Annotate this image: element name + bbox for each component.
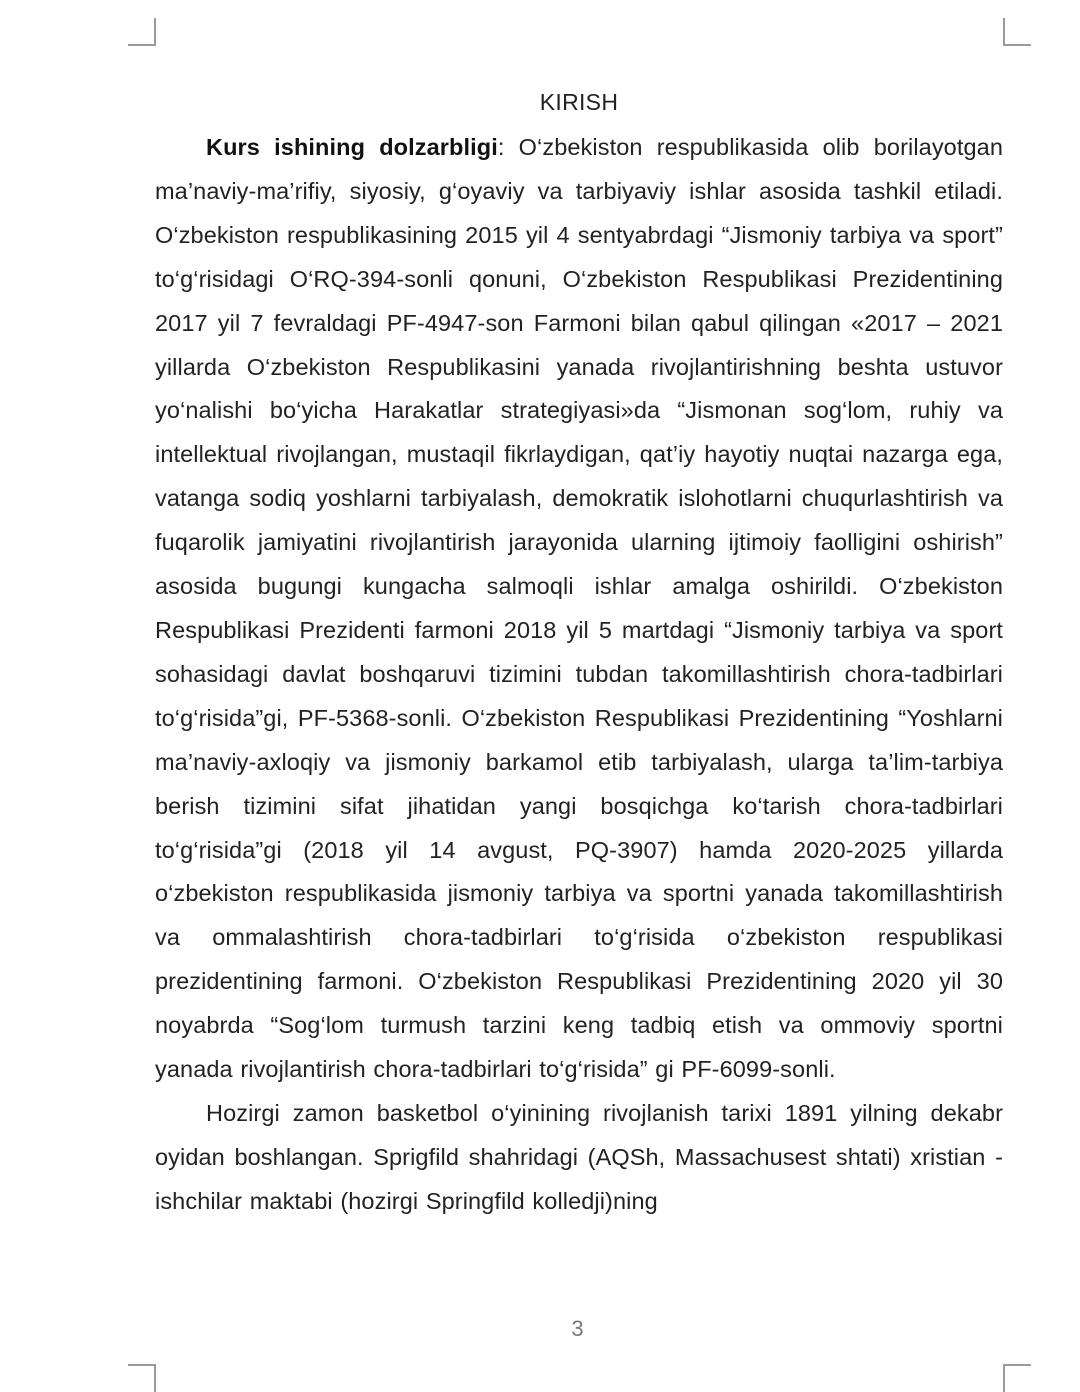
paragraph-relevance — [155, 126, 1003, 1092]
page-corner-mark-top-left — [128, 18, 156, 46]
page-corner-mark-bottom-left — [128, 1364, 156, 1392]
page-corner-mark-bottom-right — [1003, 1364, 1031, 1392]
section-heading: KIRISH — [539, 89, 619, 115]
paragraph-basketball-history: Hozirgi zamon basketbol o‘yinining rivojlanish tarixi 1891 yilning dekabr oyidan boshlangan. Sprigfild shahridagi (AQSh, Massachusest shtati) xristian - ishchilar maktabi (hozirgi Springfild kolledji)ning — [155, 1099, 1003, 1214]
page-corner-mark-top-right — [1003, 18, 1031, 46]
paragraph-lead-text: Kurs ishining dolzarbligi — [206, 134, 498, 160]
paragraph-body-text: : O‘zbekiston respublikasida olib borilayotgan ma’naviy-ma’rifiy, siyosiy, g‘oyaviy va tarbiyaviy ishlar asosida tashkil etiladi. O‘zbekiston respublikasining 2015 yil 4 sentyabrdagi “Jismoniy tarbiya va sport” to‘g‘risidagi O‘RQ-394-sonli qonuni, O‘zbekiston Respublikasi Prezidentining 2017 yil 7 fevraldagi PF-4947-son Farmoni bilan qabul qilingan «2017 – 2021 yillarda O‘zbekiston Respublikasini yanada rivojlantirishning beshta ustuvor yo‘nalishi bo‘yicha Harakatlar strategiyasi»da “Jismonan sog‘lom, ruhiy va intellektual rivojlangan, mustaqil fikrlaydigan, qat’iy hayotiy nuqtai nazarga ega, vatanga sodiq yoshlarni tarbiyalash, demokratik islohotlarni chuqurlashtirish va fuqarolik jamiyatini rivojlantirish jarayonida ularning ijtimoiy faolligini oshirish” asosida bugungi kungacha salmoqli ishlar amalga oshirildi. O‘zbekiston Respublikasi Prezidenti farmoni 2018 yil 5 martdagi “Jismoniy tarbiya va sport sohasidagi davlat boshqaruvi tizimini tubdan takomillashtirish chora-tadbirlari to‘g‘risida”gi, PF-5368-sonli. O‘zbekiston Respublikasi Prezidentining “Yoshlarni ma’naviy-axloqiy va jismoniy barkamol etib tarbiyalash, ularga ta’lim-tarbiya berish tizimini sifat jihatidan yangi bosqichga ko‘tarish chora-tadbirlari to‘g‘risida”gi (2018 yil 14 avgust, PQ-3907) hamda 2020-2025 yillarda o‘zbekiston respublikasida jismoniy tarbiya va sportni yanada takomillashtirish va ommalashtirish chora-tadbirlari to‘g‘risida o‘zbekiston respublikasi prezidentining farmoni. O‘zbekiston Respublikasi Prezidentining 2020 yil 30 noyabrda “Sog‘lom turmush tarzini keng tadbiq etish va ommoviy sportni yanada rivojlantirish chora-tadbirlari to‘g‘risida” gi PF-6099-sonli. — [155, 134, 1003, 1083]
page-number: 3 — [571, 1316, 584, 1341]
document-page — [155, 84, 1003, 1224]
